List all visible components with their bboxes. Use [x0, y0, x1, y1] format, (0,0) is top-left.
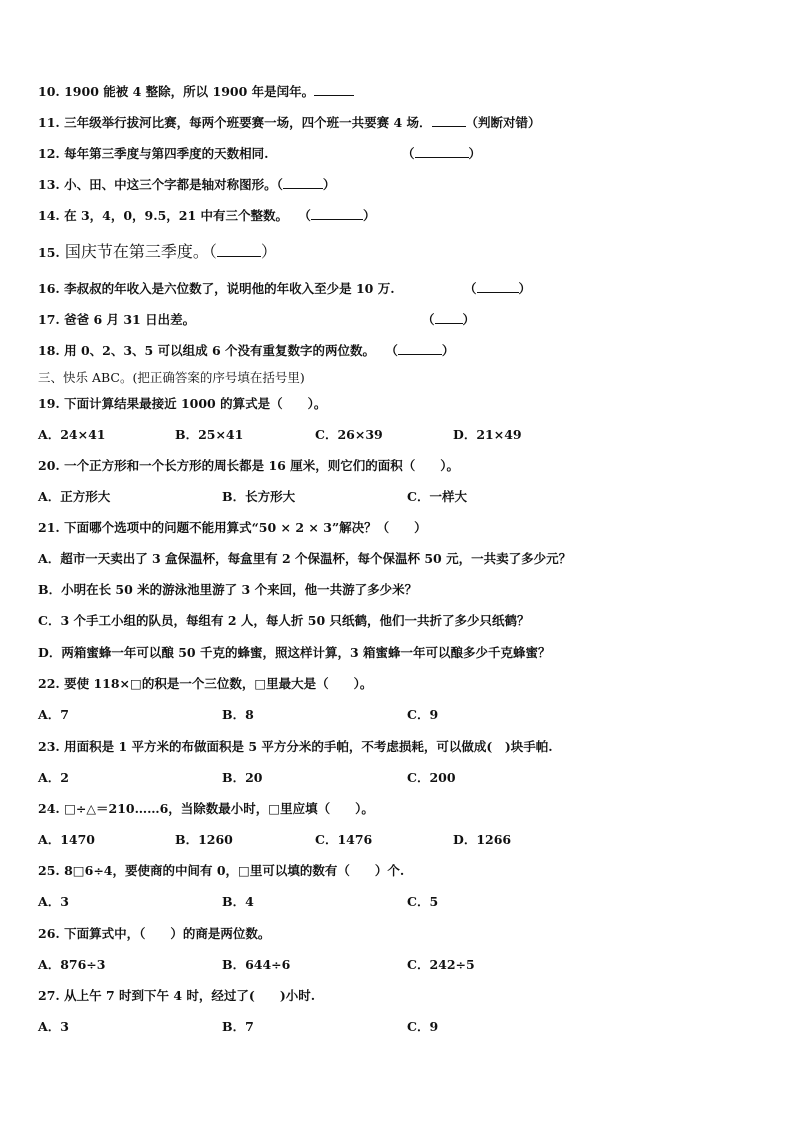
- section-heading: 三、快乐 ABC。(把正确答案的序号填在括号里): [38, 370, 305, 385]
- option-a[interactable]: A．24×41: [38, 427, 106, 442]
- question-number: 19.: [38, 396, 60, 411]
- question-text: 国庆节在第三季度。: [64, 242, 209, 261]
- option-c[interactable]: C．一样大: [407, 489, 467, 504]
- bracket-open: （: [402, 146, 415, 161]
- question-16: [38, 281, 532, 297]
- option-a[interactable]: A．876÷3: [38, 957, 106, 972]
- question-text: 在 3，4，0，9.5，21 中有三个整数。: [64, 208, 289, 223]
- question-text: 一个正方形和一个长方形的周长都是 16 厘米，则它们的面积（ ）。: [64, 458, 459, 473]
- question-13: [38, 177, 335, 193]
- answer-blank[interactable]: [398, 343, 442, 355]
- question-17: [38, 312, 476, 328]
- answer-blank[interactable]: [217, 242, 261, 257]
- question-number: 15.: [38, 245, 60, 260]
- question-10: [38, 84, 354, 100]
- option-a[interactable]: A．3: [38, 894, 69, 909]
- option-a[interactable]: A．正方形大: [38, 489, 111, 504]
- question-15: [38, 242, 277, 263]
- bracket-close: ）: [468, 146, 482, 161]
- option-c[interactable]: C．200: [407, 770, 456, 785]
- option-b[interactable]: B．4: [222, 894, 254, 909]
- question-22: [38, 676, 372, 692]
- question-number: 25.: [38, 863, 60, 878]
- question-text: 每年第三季度与第四季度的天数相同.: [64, 146, 269, 161]
- question-text: 李叔叔的年收入是六位数了，说明他的年收入至少是 10 万.: [64, 281, 395, 296]
- bracket-close: ）: [441, 343, 455, 358]
- answer-bracket[interactable]: [277, 177, 336, 192]
- answer-bracket[interactable]: [385, 343, 454, 358]
- option-b[interactable]: B．8: [222, 707, 254, 722]
- option-c[interactable]: C．1476: [315, 832, 373, 847]
- option-c[interactable]: C．242÷5: [407, 957, 475, 972]
- bracket-open: （: [276, 177, 283, 192]
- bracket-close: ）: [518, 281, 532, 296]
- question-number: 27.: [38, 988, 60, 1003]
- option-c[interactable]: C．5: [407, 894, 439, 909]
- question-27: [38, 988, 315, 1004]
- question-18: [38, 343, 454, 359]
- answer-blank[interactable]: [283, 177, 323, 189]
- question-text: 1900 能被 4 整除，所以 1900 年是闰年。: [64, 84, 315, 99]
- question-text: 下面算式中，（ ）的商是两位数。: [64, 926, 271, 941]
- question-text: 爸爸 6 月 31 日出差。: [64, 312, 196, 327]
- bracket-close: ）: [260, 242, 277, 261]
- question-24: [38, 801, 374, 817]
- option-a[interactable]: A．3: [38, 1019, 69, 1034]
- option-a[interactable]: A．超市一天卖出了 3 盒保温杯，每盒里有 2 个保温杯，每个保温杯 50 元，一共卖了多少元？: [38, 551, 572, 566]
- question-text: 三年级举行拔河比赛，每两个班要赛一场，四个班一共要赛 4 场．: [64, 115, 432, 130]
- bracket-close: ）: [322, 177, 336, 192]
- bracket-open: （: [385, 343, 398, 358]
- bracket-open: （: [464, 281, 477, 296]
- option-b[interactable]: B．小明在长 50 米的游泳池里游了 3 个来回，他一共游了多少米？: [38, 582, 418, 597]
- option-b[interactable]: B．20: [222, 770, 263, 785]
- option-c[interactable]: C．9: [407, 1019, 439, 1034]
- bracket-close: ）: [462, 312, 476, 327]
- question-number: 21.: [38, 520, 60, 535]
- question-text: □÷△＝210……6，当除数最小时，□里应填（ ）。: [64, 801, 374, 816]
- answer-bracket[interactable]: [464, 281, 531, 297]
- question-number: 16.: [38, 281, 60, 296]
- question-11: [38, 115, 541, 131]
- question-25: [38, 863, 404, 879]
- answer-bracket[interactable]: [298, 208, 375, 223]
- option-c[interactable]: C．9: [407, 707, 439, 722]
- question-text: 8□6÷4，要使商的中间有 0，□里可以填的数有（ ）个.: [64, 863, 405, 878]
- option-b[interactable]: B．25×41: [175, 427, 244, 442]
- question-number: 14.: [38, 208, 60, 223]
- question-19: [38, 396, 326, 412]
- option-d[interactable]: D．两箱蜜蜂一年可以酿 50 千克的蜂蜜，照这样计算，3 箱蜜蜂一年可以酿多少千克蜂蜜？: [38, 645, 551, 660]
- option-b[interactable]: B．1260: [175, 832, 233, 847]
- answer-blank[interactable]: [432, 115, 466, 127]
- answer-blank[interactable]: [311, 208, 363, 220]
- option-d[interactable]: D．21×49: [453, 427, 522, 442]
- question-number: 10.: [38, 84, 60, 99]
- bracket-close: ）: [362, 208, 376, 223]
- option-c[interactable]: C．3 个手工小组的队员，每组有 2 人，每人折 50 只纸鹤，他们一共折了多少只纸鹤？: [38, 613, 530, 628]
- question-number: 20.: [38, 458, 60, 473]
- question-text: 下面计算结果最接近 1000 的算式是（ ）。: [64, 396, 327, 411]
- answer-bracket[interactable]: [402, 146, 481, 162]
- option-b[interactable]: B．7: [222, 1019, 254, 1034]
- bracket-open: （: [298, 208, 311, 223]
- question-20: [38, 458, 459, 474]
- question-number: 12.: [38, 146, 60, 161]
- option-c[interactable]: C．26×39: [315, 427, 383, 442]
- question-number: 23.: [38, 739, 60, 754]
- question-number: 22.: [38, 676, 60, 691]
- question-number: 11.: [38, 115, 60, 130]
- question-26: [38, 926, 270, 942]
- question-text: 要使 118×□的积是一个三位数，□里最大是（ ）。: [64, 676, 373, 691]
- question-12: [38, 146, 482, 162]
- question-text: 从上午 7 时到下午 4 时，经过了( )小时.: [64, 988, 316, 1003]
- option-a[interactable]: A．7: [38, 707, 69, 722]
- bracket-open: （: [422, 312, 435, 327]
- answer-blank[interactable]: [477, 281, 519, 293]
- question-text: 下面哪个选项中的问题不能用算式“50 × 2 × 3”解决？（ ）: [64, 520, 427, 535]
- option-a[interactable]: A．2: [38, 770, 69, 785]
- question-number: 18.: [38, 343, 60, 358]
- answer-blank[interactable]: [435, 312, 463, 324]
- question-number: 13.: [38, 177, 60, 192]
- question-number: 17.: [38, 312, 60, 327]
- option-b[interactable]: B．长方形大: [222, 489, 296, 504]
- question-suffix: （判断对错）: [465, 115, 541, 130]
- question-14: [38, 208, 375, 224]
- option-b[interactable]: B．644÷6: [222, 957, 291, 972]
- question-text: 小、田、中这三个字都是轴对称图形。: [64, 177, 277, 192]
- question-text: 用面积是 1 平方米的布做面积是 5 平方分米的手帕，不考虑损耗，可以做成( )块手帕.: [64, 739, 553, 754]
- question-number: 26.: [38, 926, 60, 941]
- answer-blank[interactable]: [314, 84, 354, 96]
- option-d[interactable]: D．1266: [453, 832, 512, 847]
- bracket-open: （: [208, 242, 217, 261]
- question-number: 24.: [38, 801, 60, 816]
- option-a[interactable]: A．1470: [38, 832, 95, 847]
- answer-blank[interactable]: [415, 146, 469, 158]
- question-text: 用 0、2、3、5 可以组成 6 个没有重复数字的两位数。: [64, 343, 376, 358]
- answer-bracket[interactable]: [209, 242, 277, 261]
- question-21: [38, 520, 427, 536]
- answer-bracket[interactable]: [422, 312, 475, 328]
- question-23: [38, 739, 553, 755]
